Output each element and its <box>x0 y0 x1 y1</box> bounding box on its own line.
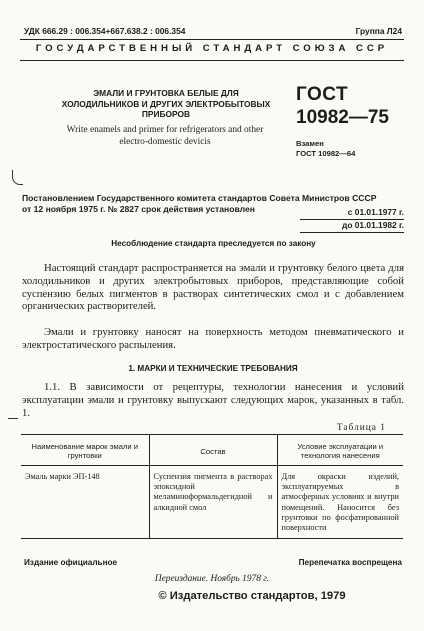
reprint-prohibited: Перепечатка воспрещена <box>298 558 402 567</box>
replaces-standard: ГОСТ 10982—64 <box>296 148 356 158</box>
title-ru-line: ЭМАЛИ И ГРУНТОВКА БЕЛЫЕ ДЛЯ <box>93 88 239 98</box>
column-header: Состав <box>149 435 277 466</box>
gost-number: 10982—75 <box>296 107 389 128</box>
margin-bracket-mark <box>12 170 23 185</box>
title-en-line: electro-domestic devicis <box>119 136 211 147</box>
table-row <box>21 466 403 539</box>
heading-rule <box>20 60 404 61</box>
udk-code: УДК 666.29 : 006.354+667.638.2 : 006.354 <box>24 26 186 36</box>
publisher-copyright: © Издательство стандартов, 1979 <box>158 590 346 602</box>
title-ru-line: ХОЛОДИЛЬНИКОВ И ДРУГИХ ЭЛЕКТРОБЫТОВЫХ <box>61 98 271 109</box>
column-header: Условие эксплуатации и технология нанесения <box>277 435 403 466</box>
clause-1-1: 1.1. В зависимости от рецептуры, технологии нанесения и условий эксплуатации эмали и грунтовку выпускают следующих марок, указанных в табл. 1. <box>22 381 404 419</box>
state-standard-heading: ГОСУДАРСТВЕННЫЙ СТАНДАРТ СОЮЗА ССР <box>35 43 389 54</box>
decree-line: от 12 ноября 1975 г. № 2827 срок действия установлен <box>22 203 255 214</box>
column-header: Наименование марок эмали и грунтовки <box>21 435 149 466</box>
marks-table <box>21 434 403 539</box>
table-cell-composition: Суспензия пигмента в растворах эпоксидной меламиноформальдегидной и алкидной смол <box>149 466 277 539</box>
top-rule <box>20 39 404 40</box>
replaces-label: Взамен <box>296 139 324 148</box>
noncompliance-notice: Несоблюдение стандарта преследуется по закону <box>111 239 316 248</box>
group-code: Группа Л24 <box>355 26 402 36</box>
title-english <box>34 125 296 148</box>
title-ru-line: ПРИБОРОВ <box>141 109 191 119</box>
replaces-block <box>296 139 355 158</box>
table-cell-mark: Эмаль марки ЭП-148 <box>25 472 100 481</box>
date-divider <box>300 232 404 233</box>
gost-label: ГОСТ <box>296 84 349 105</box>
title-en-line: Write enamels and primer for refrigerators and other <box>66 125 264 135</box>
section-heading: 1. МАРКИ И ТЕХНИЧЕСКИЕ ТРЕБОВАНИЯ <box>128 364 298 373</box>
table-cell-conditions: Для окраски изделий, эксплуатируемых в атмосферных условиях и внутри помещений. Наносится без грунтовки по фосфатированной поверхности <box>277 466 403 539</box>
margin-mark <box>8 418 18 419</box>
table-label: Таблица 1 <box>336 423 386 433</box>
official-edition: Издание официальное <box>24 558 118 567</box>
reissue-note: Переиздание. Ноябрь 1978 г. <box>154 574 270 584</box>
application-paragraph: Эмали и грунтовку наносят на поверхность методом пневматического и электростатического распыления. <box>22 326 404 351</box>
title-russian <box>40 88 292 120</box>
effective-until: до 01.01.1982 г. <box>342 220 404 230</box>
decree-line: Постановлением Государственного комитета стандартов Совета Министров СССР <box>22 193 377 203</box>
effective-from: с 01.01.1977 г. <box>347 207 404 217</box>
intro-paragraph: Настоящий стандарт распространяется на эмали и грунтовку белого цвета для холодильников и других электробытовых приборов, представляющие собой суспензию белых пигментов в растворах синтетических смол и с добавлением органических растворителей. <box>22 262 404 313</box>
table-header-row <box>21 435 403 466</box>
